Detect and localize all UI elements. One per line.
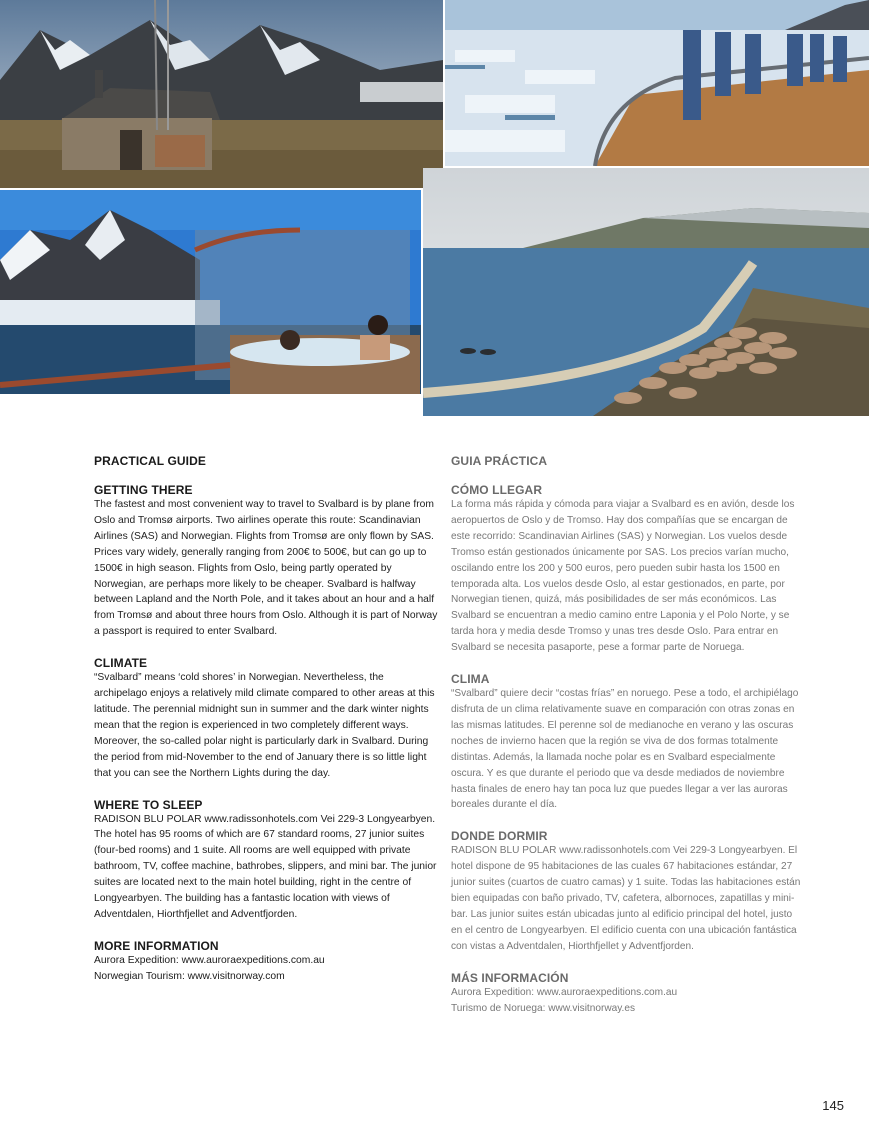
getting-there-heading-en: GETTING THERE [94, 483, 193, 497]
climate-text-en: “Svalbard” means ‘cold shores’ in Norwegian. Nevertheless, the archipelago enjoys a relatively mild climate compared to other areas at this latitude. The perennial midnight sun in summer and the dark winter nights mean that the region is experienced in two completely different ways. Moreover, the so-called polar night is particularly dark in Svalbard. During the period from mid-November to the end of January there is so little light that you can see the Northern Lights during the day. [94, 672, 435, 779]
more-info-line-en: Norwegian Tourism: www.visitnorway.com [94, 970, 285, 982]
english-column [94, 454, 439, 985]
more-information-heading-en: MORE INFORMATION [94, 938, 219, 953]
photo-trapper-hut [0, 0, 443, 188]
more-information-heading-es: MÁS INFORMACIÓN [451, 970, 569, 985]
getting-there-text-es: La forma más rápida y cómoda para viajar a Svalbard es en avión, desde los aeropuertos de Oslo y de Tromso. Hay dos compañías que se encargan de este recorrido: Scandinavian Airlines (SAS) y Norwegian. Los vuelos desde Tromso están gestionados únicamente por SAS. Los precios varían mucho, oscilando entre los 200 y 500 euros, pero pueden subir hasta los 1500 en temporada alta. Los vuelos desde Oslo, al estar gestionados, en parte, por Norwegian tienen, quizá, más posibilidades de ser más económicos. Las Svalbard se encuentran a medio camino entre Laponia y el Polo Norte, y se tarda hora y media desde Tromso y unas tres desde Oslo. Para entrar en Svalbard se necesita pasaporte, pese a formar parte de Noruega. [451, 499, 795, 654]
climate-text-es: “Svalbard” quiere decir “costas frías” en noruego. Pese a todo, el archipiélago disfruta de un clima relativamente suave en comparación con otras zonas en las mismas latitudes. El perenne sol de medianoche en verano y las oscuras noches de invierno hacen que la región se viva de dos formas totalmente distintas. Además, la llamada noche polar es en Svalbard especialmente oscura. Y es que durante el periodo que va desde mediados de noviembre hasta finales de enero hay tan poca luz que puedes llegar a ver las auroras boreales durante el día. [451, 688, 799, 811]
where-to-sleep-heading-en: WHERE TO SLEEP [94, 797, 203, 812]
photo-walrus-beach [423, 168, 869, 416]
where-to-sleep-text-es: RADISON BLU POLAR www.radissonhotels.com Vei 229-3 Longyearbyen. El hotel dispone de 95 habitaciones de las cuales 67 habitaciones estándar, 27 junior suites (cuartos de cuatro camas) y 1 suite. Todas las habitaciones están bien equipadas con baño privado, TV, cafetera, albornoces, zapatillas y mini-bar. Las junior suites están ubicadas junto al edificio principal del hotel, justo en el centro de Longyearbyen. El edificio cuenta con una ubicación fantástica con vistas a Adventdalen, Hiorthfjellet y Adventfjorden. [451, 845, 801, 952]
climate-heading-es: CLIMA [451, 672, 490, 687]
page-number: 145 [822, 1098, 844, 1113]
spanish-column [451, 454, 801, 1016]
more-info-line-es: Aurora Expedition: www.auroraexpeditions.com.au [451, 986, 678, 998]
photo-deck-hot-tub [0, 190, 421, 394]
where-to-sleep-heading-es: DONDE DORMIR [451, 829, 548, 844]
more-info-line-en: Aurora Expedition: www.auroraexpeditions.com.au [94, 954, 325, 966]
climate-heading-en: CLIMATE [94, 656, 148, 671]
getting-there-text-en: The fastest and most convenient way to travel to Svalbard is by plane from Oslo and Tromsø airports. Two airlines operate this route: Scandinavian Airlines (SAS) and Norwegian. Flights from Tromsø are only flown by SAS. Prices vary widely, generally ranging from 200€ to 500€, but can go up to 1500€ in high season. Flights from Oslo, being partly operated by Norwegian, are perhaps more likely to be cheaper. Svalbard is halfway between Lapland and the North Pole, and it takes about an hour and a half from Tromsø and about three hours from Oslo. Although it is part of Norway a passport is required to enter Svalbard. [94, 499, 438, 638]
photo-ship-deck-sea-ice [445, 0, 869, 166]
more-info-line-es: Turismo de Noruega: www.visitnorway.es [451, 1002, 635, 1014]
guide-title-es: GUIA PRÁCTICA [451, 454, 548, 468]
guide-title-en: PRACTICAL GUIDE [94, 454, 206, 468]
getting-there-heading-es: CÓMO LLEGAR [451, 483, 543, 497]
where-to-sleep-text-en: RADISON BLU POLAR www.radissonhotels.com Vei 229-3 Longyearbyen. The hotel has 95 rooms of which are 67 standard rooms, 27 junior suites (four-bed rooms) and 1 suite. All rooms are well equipped with private bathroom, TV, coffee machine, bathrobes, slippers, and mini bar. The junior suites are located next to the main hotel building, right in the centre of Longyearbyen. The building has a fantastic location with views of Adventdalen, Hiorthfjellet and Adventfjorden. [94, 813, 437, 920]
